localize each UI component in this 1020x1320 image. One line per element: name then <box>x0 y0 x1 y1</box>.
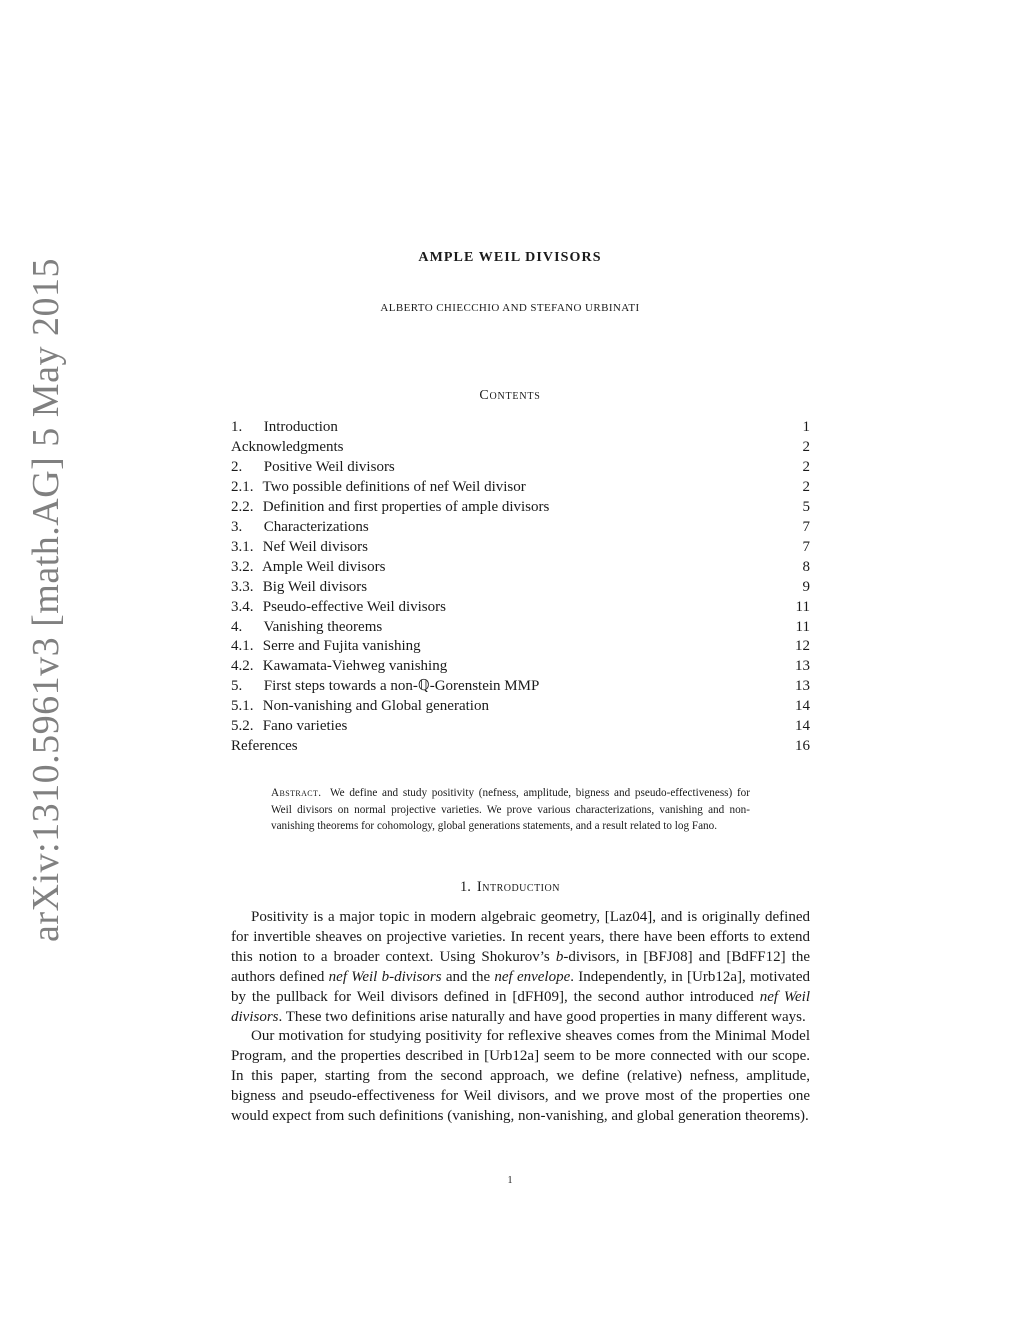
toc-entry-title <box>231 598 446 618</box>
text-run: . Independently, in [Urb12a], motivated by the pullback for Weil divisors defined in [dFH09], the second author introduced <box>231 968 811 1005</box>
toc-entry-page: 7 <box>802 518 810 535</box>
toc-entry-page: 2 <box>802 478 810 495</box>
text-run: . These two definitions arise naturally and have good properties in many different ways. <box>278 1008 806 1025</box>
toc-entry-title <box>231 538 368 558</box>
toc-entry[interactable] <box>231 478 810 498</box>
text-run: and the <box>441 968 495 985</box>
italic-run: nef Weil b-divisors <box>328 968 442 985</box>
toc-entry-title <box>231 478 526 498</box>
toc-entry-label: Big Weil divisors <box>262 578 368 595</box>
toc-entry-number: 5.1. <box>231 698 254 715</box>
arxiv-identifier-text: arXiv:1310.5961v3 [math.AG] 5 May 2015 <box>25 258 68 942</box>
toc-entry[interactable] <box>231 697 810 717</box>
abstract-text: We define and study positivity (nefness, amplitude, bigness and pseudo-effectiveness) for Weil divisors on normal projective varieties. We prove various characterizations, vanishing and non-vanishing theorems for cohomology, global generations statements, and a result related to log Fano. <box>271 787 750 833</box>
toc-entry-title <box>231 498 549 518</box>
text-run: -divisors, in [BFJ08] and [BdFF12] the authors defined <box>231 948 810 985</box>
toc-entry-label: Nef Weil divisors <box>262 538 368 555</box>
section-number: 1. <box>460 879 471 895</box>
toc-entry-title <box>231 518 369 538</box>
toc-entry[interactable] <box>231 598 810 618</box>
toc-entry-title <box>231 418 338 438</box>
abstract <box>271 785 750 835</box>
toc-entry-title <box>231 618 382 638</box>
toc-entry-title <box>231 438 343 458</box>
toc-entry-number: 3. <box>231 518 243 535</box>
toc-entry[interactable] <box>231 657 810 677</box>
toc-entry-label: References <box>231 738 298 755</box>
abstract-label: Abstract. <box>271 787 322 799</box>
toc-entry-number: 2.2. <box>231 498 254 515</box>
introduction-body <box>231 908 810 1127</box>
toc-entry[interactable] <box>231 518 810 538</box>
toc-entry-page: 16 <box>795 738 810 755</box>
toc-entry-number: 5.2. <box>231 718 254 735</box>
table-of-contents <box>231 418 810 757</box>
toc-entry[interactable] <box>231 558 810 578</box>
toc-entry-label: Vanishing theorems <box>263 618 383 635</box>
toc-entry-number: 3.3. <box>231 578 254 595</box>
page-number: 1 <box>507 1175 513 1186</box>
toc-entry-label: Non-vanishing and Global generation <box>262 698 489 715</box>
toc-entry-label: Characterizations <box>263 518 369 535</box>
toc-entry[interactable] <box>231 717 810 737</box>
toc-entry-number: 2.1. <box>231 478 254 495</box>
toc-entry[interactable] <box>231 618 810 638</box>
toc-entry-number: 4.1. <box>231 638 254 655</box>
toc-entry-number: 3.4. <box>231 598 254 615</box>
toc-entry[interactable] <box>231 637 810 657</box>
toc-entry-title <box>231 578 367 598</box>
toc-entry-label: Introduction <box>263 419 338 435</box>
toc-entry-page: 11 <box>795 598 810 615</box>
toc-entry-title <box>231 637 421 657</box>
toc-entry-number: 4.2. <box>231 658 254 675</box>
italic-run: nef Weil divisors <box>231 988 811 1025</box>
toc-entry-title <box>231 717 347 737</box>
toc-entry-title <box>231 558 385 578</box>
introduction-paragraph-2: Our motivation for studying positivity for reflexive sheaves comes from the Minimal Model Program, and the properties described in [Urb12a] seem to be more connected with our scope. In this paper, starting from the second approach, we define (relative) nefness, amplitude, bigness and pseudo-effectiveness for Weil divisors, and we prove most of the properties one would expect from such definitions (vanishing, non-vanishing, and global generation theorems). <box>231 1028 810 1125</box>
toc-entry-number: 5. <box>231 678 243 695</box>
toc-entry-title <box>231 657 447 677</box>
toc-entry-page: 2 <box>802 458 810 475</box>
toc-entry-page: 9 <box>802 578 810 595</box>
toc-entry[interactable] <box>231 578 810 598</box>
toc-entry[interactable] <box>231 498 810 518</box>
toc-entry-page: 12 <box>795 638 810 655</box>
paper-title: AMPLE WEIL DIVISORS <box>418 250 602 265</box>
toc-entry-label: Two possible definitions of nef Weil divisor <box>262 478 526 495</box>
introduction-paragraph-1 <box>231 908 810 1027</box>
toc-entry-title <box>231 677 539 697</box>
toc-entry-title <box>231 697 489 717</box>
toc-entry-label: Ample Weil divisors <box>261 558 386 575</box>
toc-entry-page: 13 <box>795 678 810 695</box>
italic-run: b <box>555 948 564 965</box>
toc-entry-page: 14 <box>795 698 810 715</box>
toc-entry-page: 13 <box>795 658 810 675</box>
toc-entry-title <box>231 458 395 478</box>
toc-entry[interactable] <box>231 438 810 458</box>
toc-entry-page: 11 <box>795 618 810 635</box>
toc-entry-label: Positive Weil divisors <box>263 458 395 475</box>
toc-entry-label: Fano varieties <box>262 718 348 735</box>
toc-entry-page: 1 <box>802 419 810 435</box>
toc-entry-number: 1. <box>231 419 243 435</box>
toc-entry[interactable] <box>231 677 810 697</box>
contents-heading: Contents <box>479 388 541 403</box>
toc-entry-number: 3.1. <box>231 538 254 555</box>
toc-entry-page: 14 <box>795 718 810 735</box>
toc-entry-title <box>231 737 298 757</box>
toc-entry-page: 5 <box>802 498 810 515</box>
toc-entry-number: 4. <box>231 618 243 635</box>
toc-entry-label: First steps towards a non-ℚ-Gorenstein MMP <box>263 678 540 695</box>
paper-authors: ALBERTO CHIECCHIO AND STEFANO URBINATI <box>380 302 640 314</box>
toc-entry-page: 2 <box>802 438 810 455</box>
toc-entry-number: 3.2. <box>231 558 254 575</box>
toc-entry-page: 8 <box>802 558 810 575</box>
toc-entry-number: 2. <box>231 458 243 475</box>
toc-entry-label: Acknowledgments <box>231 438 344 455</box>
toc-entry-label: Kawamata-Viehweg vanishing <box>262 658 448 675</box>
section-heading-introduction <box>0 879 1020 896</box>
section-title: Introduction <box>476 879 560 895</box>
toc-entry-label: Pseudo-effective Weil divisors <box>262 598 446 615</box>
toc-entry-page: 7 <box>802 538 810 555</box>
toc-entry[interactable] <box>231 458 810 478</box>
arxiv-identifier-stamp <box>22 258 70 942</box>
italic-run: nef envelope <box>494 968 571 985</box>
toc-entry[interactable] <box>231 737 810 757</box>
toc-entry-label: Serre and Fujita vanishing <box>262 638 421 655</box>
toc-entry-label: Definition and first properties of ample divisors <box>262 498 550 515</box>
toc-entry[interactable] <box>231 418 810 438</box>
text-run: Positivity is a major topic in modern algebraic geometry, [Laz04], and is originally defined for invertible sheaves on projective varieties. In recent years, there have been efforts to extend this notion to a broader context. Using Shokurov’s <box>231 909 810 965</box>
toc-entry[interactable] <box>231 538 810 558</box>
